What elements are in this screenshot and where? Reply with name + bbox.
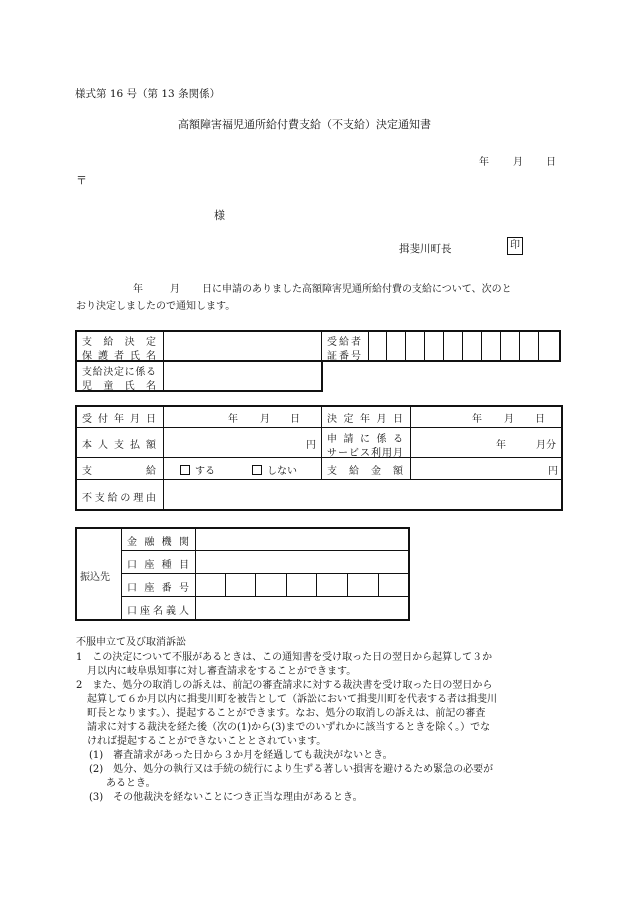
payment-no-option[interactable]: [252, 462, 297, 477]
subnote-1: (1) 審査請求があった日から３か月を経過しても裁決がないとき。: [89, 750, 393, 761]
received-date-label: 受付年月日: [82, 414, 156, 425]
intro-year: 年: [133, 284, 143, 295]
month-label: 月: [513, 157, 523, 168]
postal-mark: 〒: [76, 174, 87, 187]
form-number: 様式第 16 号（第 13 条関係）: [75, 88, 221, 100]
issuer-name: 揖斐川町長: [399, 243, 452, 255]
account-holder-label: 口座名義人: [127, 606, 189, 617]
day-label: 日: [546, 157, 556, 168]
intro-line2: おり決定しましたので通知します。: [76, 301, 236, 312]
service-month: 月分: [536, 440, 556, 451]
checkbox-no[interactable]: [252, 465, 262, 475]
account-no-field[interactable]: [196, 575, 408, 595]
page-title: 高額障害福児通所給付費支給（不支給）決定通知書: [178, 118, 431, 131]
note-2-line-1: 2 また、処分の取消しの訴えは、前記の審査請求に対する裁決書を受け取った日の翌日から: [76, 680, 493, 691]
bank-label: 金融機関: [127, 537, 189, 548]
account-no-label: 口座番号: [127, 583, 189, 594]
decision-day: 日: [535, 414, 545, 425]
note-1-line-1: 1 この決定について不服があるときは、この通知書を受け取った日の翌日から起算して３か: [76, 652, 493, 663]
guardian-label-1: 支給決定: [82, 337, 156, 348]
intro-month: 月: [170, 284, 180, 295]
account-type-label: 口座種目: [127, 560, 189, 571]
subnote-2-line-1: (2) 処分、処分の執行又は手続の続行により生ずる著しい損害を避けるため緊急の必要が: [89, 764, 494, 775]
reason-label: 不支給の理由: [82, 493, 156, 504]
year-label: 年: [479, 157, 489, 168]
seal-mark: 印: [507, 237, 523, 255]
payment-amount-label: 支給金額: [327, 466, 403, 477]
account-holder-field[interactable]: [196, 598, 408, 618]
note-2-line-5: ければ提起することができないこととされています。: [87, 736, 327, 747]
note-2-line-2: 起算して６か月以内に揖斐川町を被告として（訴訟において揖斐川町を代表する者は揖斐川: [87, 694, 497, 705]
service-month-label-1: 申請に係る: [327, 434, 403, 445]
decision-month: 月: [504, 414, 514, 425]
decision-year: 年: [472, 414, 482, 425]
decision-date-label: 決定年月日: [327, 414, 403, 425]
recipient-no-field[interactable]: [369, 332, 559, 360]
self-pay-yen: 円: [306, 440, 316, 451]
guardian-name-field[interactable]: [164, 332, 320, 360]
received-day: 日: [290, 414, 300, 425]
received-month: 月: [260, 414, 270, 425]
self-pay-label: 本人支払額: [82, 440, 156, 451]
bank-field[interactable]: [196, 529, 408, 549]
child-name-field[interactable]: [164, 362, 320, 390]
child-label-2: 児童氏名: [82, 381, 156, 392]
intro-line1: 日に申請のありました高額障害児通所給付費の支給について、次のと: [202, 284, 512, 295]
checkbox-yes[interactable]: [180, 465, 190, 475]
option-no-label: しない: [267, 466, 297, 477]
payment-label: 支給: [82, 466, 156, 477]
note-2-line-4: 請求に対する裁決を経た後（次の(1)から(3)までのいずれかに該当するときを除く。）でな: [87, 722, 491, 733]
recipient-no-label-1: 受給者: [327, 337, 361, 348]
payment-yes-option[interactable]: [180, 462, 215, 477]
note-2-line-3: 町長となります。）、提起することができます。なお、処分の取消しの訴えは、前記の審査: [87, 708, 486, 719]
service-month-label-2: サービス利用月: [327, 448, 403, 459]
option-yes-label: する: [195, 466, 215, 477]
transfer-group-label: 振込先: [80, 572, 110, 583]
note-1-line-2: 月以内に岐阜県知事に対し審査請求をすることができます。: [87, 666, 357, 677]
subnote-2-line-2: あるとき。: [106, 778, 156, 789]
received-year: 年: [228, 414, 238, 425]
addressee-suffix: 様: [214, 209, 225, 222]
reason-field[interactable]: [164, 481, 561, 509]
subnote-3: (3) その他裁決を経ないことにつき正当な理由があるとき。: [89, 792, 363, 803]
payment-amount-yen: 円: [548, 466, 558, 477]
notes-heading: 不服申立て及び取消訴訟: [76, 637, 186, 648]
account-type-field[interactable]: [196, 552, 408, 572]
guardian-label-2: 保護者氏名: [82, 351, 156, 362]
child-label-1: 支給決定に係る: [82, 367, 156, 378]
service-year: 年: [496, 440, 506, 451]
recipient-no-label-2: 証番号: [327, 351, 361, 362]
